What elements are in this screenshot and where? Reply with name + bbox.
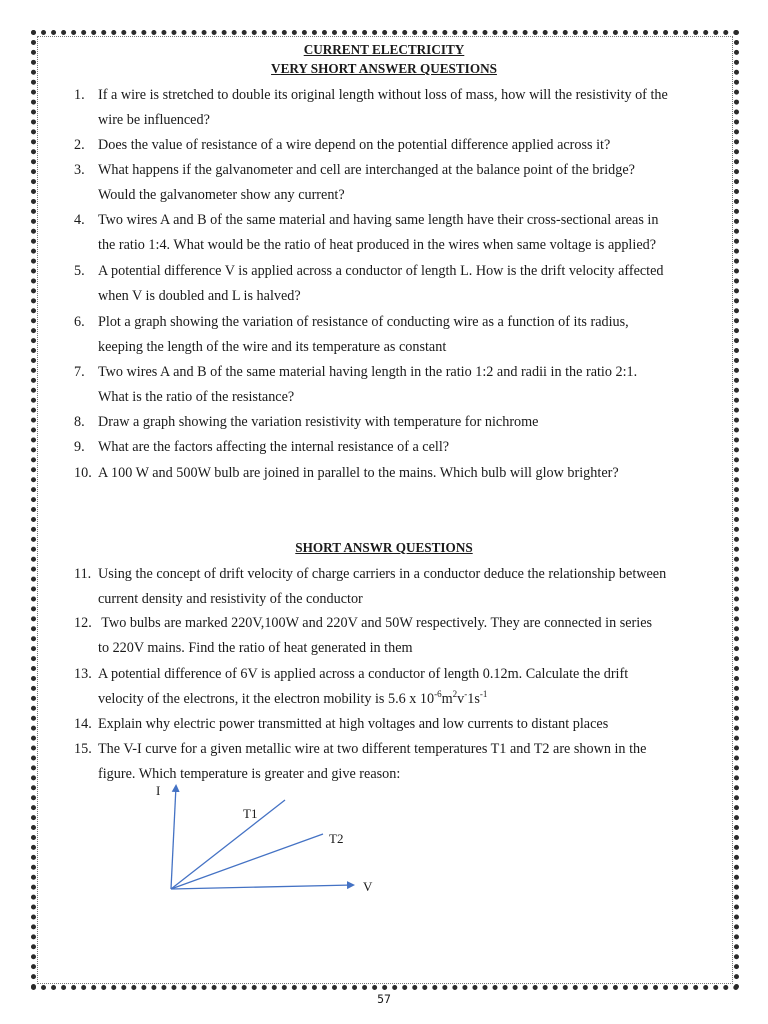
exponent: -: [464, 689, 468, 700]
question-line: Using the concept of drift velocity of charge carriers in a conductor deduce the relationship between: [98, 566, 667, 582]
y-axis: [171, 786, 176, 889]
question-number: 3.: [74, 162, 85, 178]
question-line: If a wire is stretched to double its original length without loss of mass, how will the resistivity of the: [98, 87, 668, 103]
question-line: What is the ratio of the resistance?: [98, 389, 295, 406]
page-number: 57: [377, 992, 391, 1006]
question-line: figure. Which temperature is greater and give reason:: [98, 766, 401, 783]
t2-line: [171, 834, 323, 889]
question-line: keeping the length of the wire and its temperature as constant: [98, 339, 447, 356]
exponent: 2: [452, 689, 458, 700]
question-line: Plot a graph showing the variation of resistance of conducting wire as a function of its radius,: [98, 314, 629, 330]
question-line: the ratio 1:4. What would be the ratio of heat produced in the wires when same voltage is applied?: [98, 237, 657, 254]
unit-text: 1s: [467, 691, 480, 708]
question-line: A 100 W and 500W bulb are joined in parallel to the mains. Which bulb will glow brighter?: [98, 465, 619, 481]
question-line: Does the value of resistance of a wire depend on the potential difference applied across it?: [98, 137, 611, 153]
question-line: What happens if the galvanometer and cell are interchanged at the balance point of the bridge?: [98, 162, 635, 178]
question-number: 7.: [74, 364, 85, 380]
t1-label: T1: [243, 806, 258, 821]
question-number: 6.: [74, 314, 85, 330]
page-title: CURRENT ELECTRICITY: [303, 42, 465, 57]
y-axis-label: I: [156, 783, 161, 798]
question-number: 15.: [74, 741, 92, 757]
question-line: The V-I curve for a given metallic wire at two different temperatures T1 and T2 are shown in the: [98, 741, 647, 757]
exponent: -1: [479, 689, 488, 700]
question-line: A potential difference V is applied across a conductor of length L. How is the drift velocity affected: [98, 263, 664, 279]
x-axis: [171, 885, 353, 889]
question-line: Two wires A and B of the same material having length in the ratio 1:2 and radii in the ratio 2:1.: [98, 364, 638, 380]
question-number: 8.: [74, 414, 85, 430]
t2-label: T2: [329, 831, 344, 846]
question-line: Draw a graph showing the variation resistivity with temperature for nichrome: [98, 414, 539, 430]
unit-text: m: [441, 691, 453, 708]
question-number: 5.: [74, 263, 85, 279]
question-number: 4.: [74, 212, 85, 228]
question-number: 10.: [74, 465, 92, 481]
question-number: 11.: [74, 566, 92, 582]
question-line: What are the factors affecting the internal resistance of a cell?: [98, 439, 450, 455]
question-line: Two wires A and B of the same material and having same length have their cross-sectional areas in: [98, 212, 659, 228]
question-line: current density and resistivity of the conductor: [98, 591, 363, 608]
question-number: 2.: [74, 137, 85, 153]
exponent: -6: [434, 689, 442, 700]
unit-text: v: [457, 691, 465, 708]
question-line: Would the galvanometer show any current?: [98, 187, 345, 204]
t1-line: [171, 800, 285, 889]
section-title-short: SHORT ANSWR QUESTIONS: [295, 540, 473, 555]
question-line-mobility: [98, 687, 724, 712]
question-number: 12.: [74, 615, 92, 631]
question-line: when V is doubled and L is halved?: [98, 288, 301, 305]
section-title-very-short: VERY SHORT ANSWER QUESTIONS: [271, 61, 497, 76]
question-number: 9.: [74, 439, 85, 455]
question-number: 14.: [74, 716, 92, 732]
vi-graph: [140, 776, 400, 906]
question-number: 1.: [74, 87, 85, 103]
question-line: Explain why electric power transmitted at high voltages and low currents to distant places: [98, 716, 609, 732]
question-line: Two bulbs are marked 220V,100W and 220V and 50W respectively. They are connected in series: [98, 615, 653, 631]
question-number: 13.: [74, 666, 92, 682]
x-axis-label: V: [363, 879, 373, 894]
question-line: to 220V mains. Find the ratio of heat generated in them: [98, 640, 413, 657]
question-line: A potential difference of 6V is applied across a conductor of length 0.12m. Calculate the drift: [98, 666, 629, 682]
mobility-text: velocity of the electrons, it the electron mobility is 5.6 x 10: [98, 691, 435, 708]
question-line: wire be influenced?: [98, 112, 210, 129]
